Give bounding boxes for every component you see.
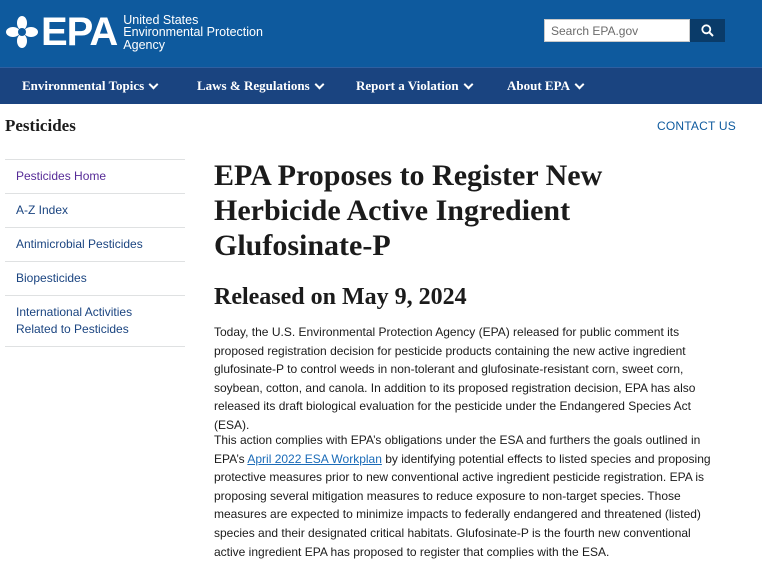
sidebar-nav [5, 159, 185, 347]
agency-line-2: Environmental Protection [123, 25, 263, 40]
nav-label: Laws & Regulations [197, 78, 310, 93]
chevron-down-icon [575, 79, 585, 89]
chevron-down-icon [314, 79, 324, 89]
epa-logo[interactable] [5, 12, 263, 52]
section-title[interactable]: Pesticides [5, 116, 76, 135]
nav-label: Report a Violation [356, 78, 459, 93]
agency-line-1: United States [123, 12, 199, 27]
page-title: EPA Proposes to Register New Herbicide Active Ingredient Glufosinate-P [214, 159, 603, 262]
esa-workplan-link[interactable]: April 2022 ESA Workplan [247, 451, 382, 466]
agency-name [123, 14, 263, 52]
agency-line-3: Agency [123, 37, 165, 52]
sidebar-item-biopesticides[interactable]: Biopesticides [5, 262, 185, 296]
contact-us-link[interactable]: CONTACT US [657, 119, 736, 133]
chevron-down-icon [463, 79, 473, 89]
nav-environmental-topics[interactable] [22, 78, 157, 94]
sidebar-item-antimicrobial[interactable]: Antimicrobial Pesticides [5, 228, 185, 262]
chevron-down-icon [149, 79, 159, 89]
paragraph-text: by identifying potential effects to listed species and proposing protective measures prior to new conventional active ingredient pesticide registration. EPA is proposing several mitigation measures to reduce exposure to non-target species. Those measures are expected to minimize impacts to federally endangered and threatened (listed) species and their designated critical habitats. Glufosinate-P is the fourth new conventional active ingredient EPA has proposed to register that complies with the ESA. [214, 451, 711, 559]
nav-label: About EPA [507, 78, 570, 93]
sidebar-item-international[interactable]: International Activities Related to Pesticides [5, 296, 185, 347]
nav-report-violation[interactable] [356, 78, 472, 94]
sidebar-item-a-z-index[interactable]: A-Z Index [5, 194, 185, 228]
search-icon [701, 24, 714, 37]
sidebar-item-pesticides-home[interactable]: Pesticides Home [5, 160, 185, 194]
site-header [0, 0, 762, 67]
release-date-heading: Released on May 9, 2024 [214, 284, 467, 310]
body-paragraph-2 [214, 431, 724, 561]
nav-laws-regulations[interactable] [197, 78, 323, 94]
logo-wordmark: EPA [41, 10, 118, 54]
search-input[interactable]: Search EPA.gov [544, 19, 690, 42]
body-paragraph-1: Today, the U.S. Environmental Protection Agency (EPA) released for public comment its proposed registration decision for pesticide products containing the new active ingredient glufosinate-P to control weeds in non-tolerant and glufosinate-resistant corn, sweet corn, soybean, cotton, and canola. In addition to its proposed registration decision, EPA has also released its draft biological evaluation for the pesticide under the Endangered Species Act (ESA). [214, 325, 696, 432]
paragraph-text: This action complies with EPA’s obligations under the ESA and furthers the goals outlined in EPA’s [214, 433, 701, 466]
nav-about-epa[interactable] [507, 78, 583, 94]
search-button[interactable] [690, 19, 725, 42]
main-nav [0, 67, 762, 104]
nav-label: Environmental Topics [22, 78, 145, 93]
epa-flower-icon [5, 15, 39, 49]
